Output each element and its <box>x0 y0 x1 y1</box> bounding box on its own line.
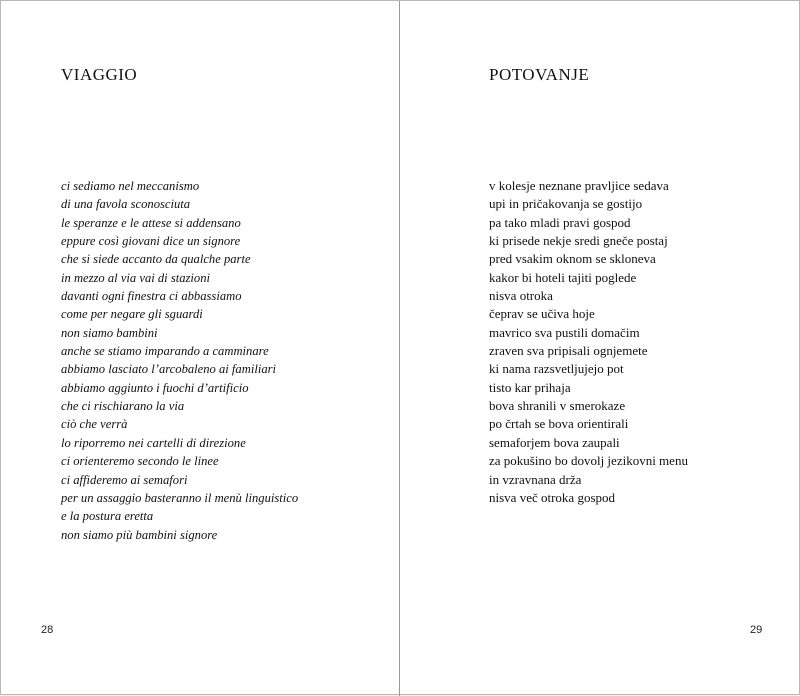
poem-line: per un assaggio basteranno il menù linguistico <box>61 490 299 505</box>
poem-line: ci sediamo nel meccanismo <box>61 179 200 193</box>
poem-line: le speranze e le attese si addensano <box>61 215 241 230</box>
poem-line: bova shranili v smerokaze <box>489 398 626 414</box>
poem-line: non siamo più bambini signore <box>61 527 218 542</box>
poem-line: abbiamo aggiunto i fuochi d’artificio <box>61 380 249 395</box>
poem-line: ci affideremo ai semafori <box>61 472 188 487</box>
right-page-title: POTOVANJE <box>489 65 590 84</box>
right-page <box>401 1 799 694</box>
poem-line: ci orienteremo secondo le linee <box>61 454 219 469</box>
poem-line: nisva otroka <box>489 288 553 304</box>
page-gutter <box>399 1 400 696</box>
poem-line: za pokušino bo dovolj jezikovni menu <box>489 453 688 469</box>
poem-line: anche se stiamo imparando a camminare <box>61 344 269 359</box>
poem-line: davanti ogni finestra ci abbassiamo <box>61 289 242 304</box>
right-page-number: 29 <box>750 624 763 636</box>
poem-line: zraven sva pripisali ognjemete <box>489 343 648 359</box>
poem-line: lo riporremo nei cartelli di direzione <box>61 435 246 450</box>
poem-line: e la postura eretta <box>61 509 154 524</box>
poem-line: di una favola sconosciuta <box>61 197 191 212</box>
poem-line: semaforjem bova zaupali <box>489 434 620 450</box>
poem-line: kakor bi hoteli tajiti poglede <box>489 269 637 285</box>
poem-line: abbiamo lasciato l’arcobaleno ai familiari <box>61 362 277 377</box>
poem-line: non siamo bambini <box>61 325 158 340</box>
poem-line: che ci rischiarano la via <box>61 399 185 414</box>
poem-line: čeprav se učiva hoje <box>489 306 595 322</box>
poem-line: upi in pričakovanja se gostijo <box>489 196 643 212</box>
poem-line: mavrico sva pustili domačim <box>489 324 640 340</box>
poem-line: che si siede accanto da qualche parte <box>61 252 251 267</box>
poem-line: tisto kar prihaja <box>489 379 571 395</box>
poem-line: eppure così giovani dice un signore <box>61 234 241 249</box>
poem-line: pa tako mladi pravi gospod <box>489 214 631 230</box>
poem-line: in mezzo al via vai di stazioni <box>61 270 211 285</box>
right-poem <box>489 177 688 507</box>
poem-line: ciò che verrà <box>61 417 128 432</box>
poem-line: ki nama razsvetljujejo pot <box>489 361 624 377</box>
left-page-number: 28 <box>41 624 54 636</box>
left-page <box>1 1 399 694</box>
poem-line: po črtah se bova orientirali <box>489 416 629 432</box>
poem-line: nisva več otroka gospod <box>489 489 616 505</box>
left-page-title: VIAGGIO <box>61 65 138 84</box>
poem-line: come per negare gli sguardi <box>61 307 203 322</box>
poem-line: v kolesje neznane pravljice sedava <box>489 178 669 193</box>
poem-line: pred vsakim oknom se skloneva <box>489 251 656 267</box>
poem-line: ki prisede nekje sredi gneče postaj <box>489 233 668 249</box>
left-poem <box>61 177 298 544</box>
poem-line: in vzravnana drža <box>489 471 582 487</box>
